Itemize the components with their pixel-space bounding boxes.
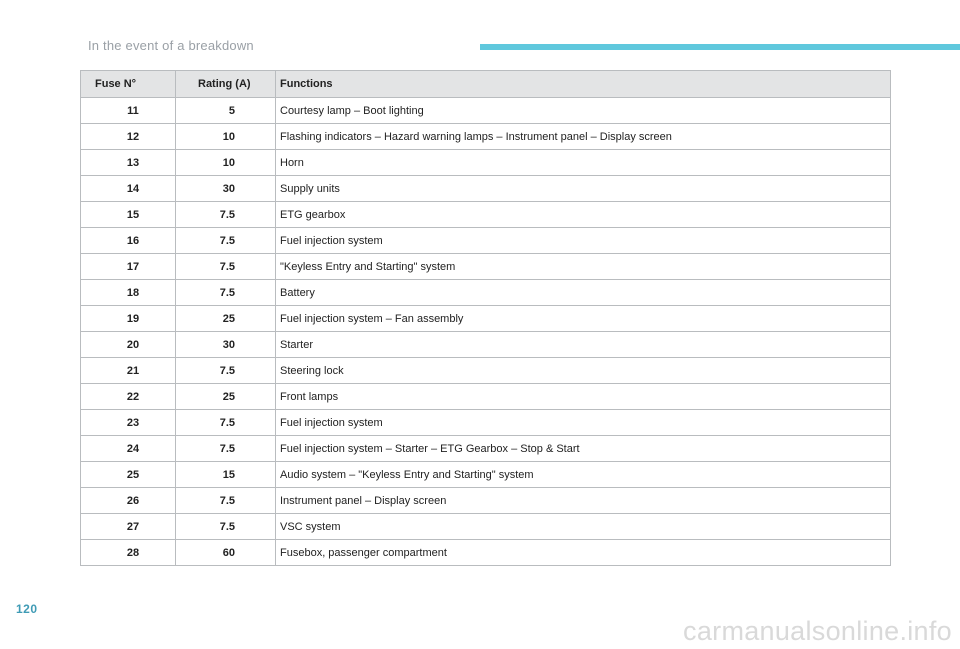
table-row bbox=[81, 254, 891, 280]
rating-cell: 7.5 bbox=[176, 228, 276, 254]
rating-cell: 30 bbox=[176, 332, 276, 358]
rating-cell: 5 bbox=[176, 98, 276, 124]
fuse-number-cell: 22 bbox=[81, 384, 176, 410]
function-cell: Fuel injection system – Fan assembly bbox=[276, 306, 891, 332]
function-cell: Steering lock bbox=[276, 358, 891, 384]
fuse-number-cell: 27 bbox=[81, 514, 176, 540]
fuse-number-cell: 19 bbox=[81, 306, 176, 332]
rating-cell: 10 bbox=[176, 124, 276, 150]
table-row bbox=[81, 332, 891, 358]
rating-cell: 7.5 bbox=[176, 254, 276, 280]
function-cell: Fuel injection system – Starter – ETG Gearbox – Stop & Start bbox=[276, 436, 891, 462]
fuse-table-body bbox=[81, 98, 891, 566]
watermark: carmanualsonline.info bbox=[683, 616, 952, 646]
table-row bbox=[81, 150, 891, 176]
table-row bbox=[81, 176, 891, 202]
function-cell: Fuel injection system bbox=[276, 228, 891, 254]
page-number: 120 bbox=[16, 602, 38, 616]
fuse-number-cell: 24 bbox=[81, 436, 176, 462]
table-row bbox=[81, 280, 891, 306]
fuse-number-cell: 15 bbox=[81, 202, 176, 228]
rating-cell: 7.5 bbox=[176, 488, 276, 514]
fuse-number-cell: 26 bbox=[81, 488, 176, 514]
function-cell: Fusebox, passenger compartment bbox=[276, 540, 891, 566]
rating-cell: 7.5 bbox=[176, 280, 276, 306]
rating-cell: 30 bbox=[176, 176, 276, 202]
table-row bbox=[81, 228, 891, 254]
rating-cell: 7.5 bbox=[176, 202, 276, 228]
fuse-table bbox=[80, 70, 891, 566]
fuse-number-cell: 25 bbox=[81, 462, 176, 488]
fuse-number-cell: 16 bbox=[81, 228, 176, 254]
header-fuse-number: Fuse N° bbox=[81, 71, 176, 98]
function-cell: Front lamps bbox=[276, 384, 891, 410]
header-functions: Functions bbox=[276, 71, 891, 98]
header-row bbox=[81, 71, 891, 98]
header-rating: Rating (A) bbox=[176, 71, 276, 98]
table-row bbox=[81, 488, 891, 514]
function-cell: VSC system bbox=[276, 514, 891, 540]
section-title: In the event of a breakdown bbox=[88, 38, 254, 53]
table-row bbox=[81, 514, 891, 540]
function-cell: Courtesy lamp – Boot lighting bbox=[276, 98, 891, 124]
function-cell: Supply units bbox=[276, 176, 891, 202]
fuse-number-cell: 18 bbox=[81, 280, 176, 306]
function-cell: "Keyless Entry and Starting" system bbox=[276, 254, 891, 280]
function-cell: Flashing indicators – Hazard warning lamps – Instrument panel – Display screen bbox=[276, 124, 891, 150]
fuse-table-header bbox=[81, 71, 891, 98]
fuse-number-cell: 21 bbox=[81, 358, 176, 384]
rating-cell: 7.5 bbox=[176, 436, 276, 462]
rating-cell: 10 bbox=[176, 150, 276, 176]
fuse-number-cell: 17 bbox=[81, 254, 176, 280]
table-row bbox=[81, 384, 891, 410]
table-row bbox=[81, 358, 891, 384]
table-row bbox=[81, 462, 891, 488]
function-cell: Battery bbox=[276, 280, 891, 306]
rating-cell: 15 bbox=[176, 462, 276, 488]
function-cell: ETG gearbox bbox=[276, 202, 891, 228]
fuse-number-cell: 11 bbox=[81, 98, 176, 124]
rating-cell: 7.5 bbox=[176, 514, 276, 540]
fuse-number-cell: 23 bbox=[81, 410, 176, 436]
fuse-number-cell: 13 bbox=[81, 150, 176, 176]
function-cell: Instrument panel – Display screen bbox=[276, 488, 891, 514]
table-row bbox=[81, 306, 891, 332]
rating-cell: 7.5 bbox=[176, 410, 276, 436]
function-cell: Fuel injection system bbox=[276, 410, 891, 436]
fuse-number-cell: 12 bbox=[81, 124, 176, 150]
section-accent-bar bbox=[480, 44, 960, 50]
function-cell: Horn bbox=[276, 150, 891, 176]
function-cell: Starter bbox=[276, 332, 891, 358]
rating-cell: 25 bbox=[176, 306, 276, 332]
fuse-number-cell: 20 bbox=[81, 332, 176, 358]
table-row bbox=[81, 436, 891, 462]
rating-cell: 25 bbox=[176, 384, 276, 410]
fuse-number-cell: 14 bbox=[81, 176, 176, 202]
table-row bbox=[81, 410, 891, 436]
fuse-number-cell: 28 bbox=[81, 540, 176, 566]
table-row bbox=[81, 124, 891, 150]
table-row bbox=[81, 202, 891, 228]
rating-cell: 7.5 bbox=[176, 358, 276, 384]
table-row bbox=[81, 98, 891, 124]
function-cell: Audio system – "Keyless Entry and Starting" system bbox=[276, 462, 891, 488]
table-row bbox=[81, 540, 891, 566]
rating-cell: 60 bbox=[176, 540, 276, 566]
